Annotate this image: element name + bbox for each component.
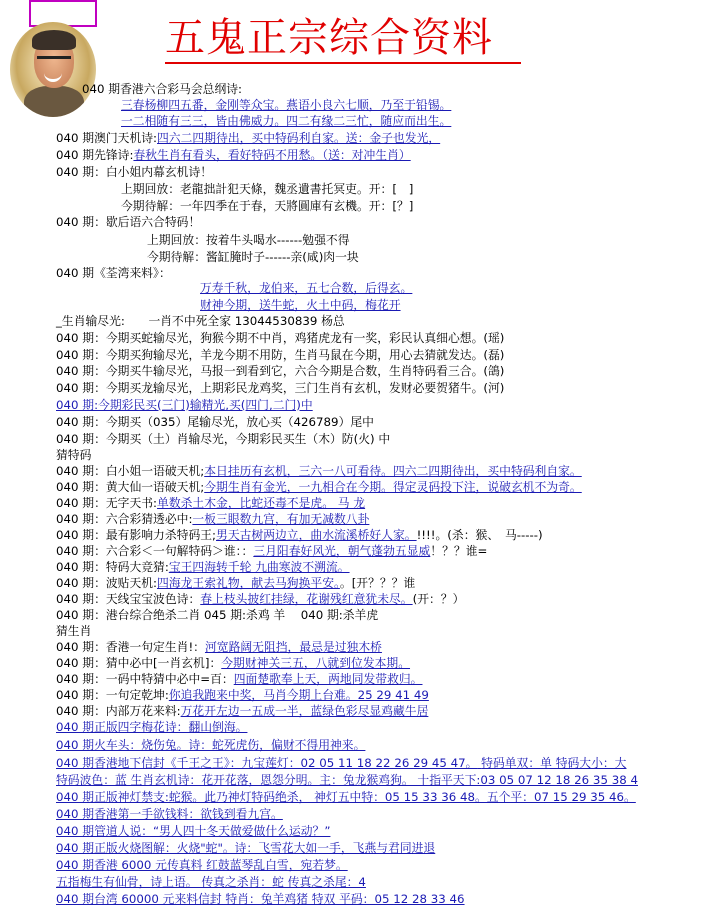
link-line[interactable]: 040 期:今期彩民买(三门)输精光,买(四门,二门)中 — [56, 398, 313, 412]
text-line: 040 期澳门天机诗:四六二四期待出，买中特码利自家。送：金子也发光， — [56, 131, 441, 145]
text-line: 040 期：内部万花来料:万花开左边一五成一半，蓝绿色彩尽显鸡藏牛居 — [56, 704, 429, 718]
text-line: 上期回放：老龍拙計犯天條，魏丞遺書托冥吏。开：[ ] — [121, 182, 414, 196]
link-line[interactable]: 040 期管道人说：“男人四十冬天做爱做什么运动？” — [56, 824, 331, 838]
link-line[interactable]: 040 期台湾 60000 元来料信封 特肖：兔羊鸡猪 特双 平码：05 12 28 33 46 — [56, 892, 465, 906]
text-line: 040 期：一码中特猜中必中=百：四面楚歌奉上天，两地同发带救归。 — [56, 672, 423, 686]
text-line: 040 期：特码大竞猜:宝王四海转千轮 九曲寒波不溯流。 — [56, 560, 350, 574]
text-line: 040 期《荃湾来料》： — [56, 266, 171, 280]
poem-line: 三春杨柳四五番，金刚等众宝。燕语小良六七顺，乃至于铅锡。 — [121, 98, 452, 112]
text-line: 040 期：波贴天机:四海龙王索礼物，献去马狗换平安。。[开？？？谁 — [56, 576, 416, 590]
poem-line: 财神今期，送牛蛇，火土中码，梅花开 — [200, 298, 401, 312]
title-underline — [165, 62, 521, 64]
text-line: 今期待解：一年四季在于春，天將圓庫有玄機。开：[？] — [121, 199, 414, 213]
link-line[interactable]: 040 期香港 6000 元传真料 红鼓蓝琴乱白雪，宛若梦。 — [56, 858, 348, 872]
link-line[interactable]: 040 期香港第一手欲钱料：欲钱到看九宫。 — [56, 807, 283, 821]
text-line: 040 期：无字天书:单数杀土木金，比蛇还毒不是虎。 马 龙 — [56, 496, 366, 510]
text-line: 040 期：今期买龙输尽光，上期彩民龙鸡奖，三门生肖有玄机，发财必要贺猪牛。(河) — [56, 381, 505, 395]
text-line: 040 期：歇后语六合特码！ — [56, 215, 201, 229]
link-line[interactable]: 040 期香港地下信封《千王之王》：九宝莲灯：02 05 11 18 22 26 29 45 47。 特码单双：单 特码大小：大 — [56, 756, 627, 770]
text-line: 040 期：今期买蛇输尽光，狗猴今期不中肖，鸡猪虎龙有一奖，彩民认真细心想。(瑶) — [56, 331, 505, 345]
text-line: 上期回放：按着牛头喝水------勉强不得 — [147, 233, 350, 247]
link-line[interactable]: 040 期火车头：烧伤兔。诗：蛇死虎伤，偏财不得用神来。 — [56, 738, 366, 752]
link-line[interactable]: 特码波色：蓝 生肖玄机诗：花开花落，恩怨分明。主：兔龙猴鸡狗。 十指平天下:03 05 07 12 18 26 35 38 4 — [56, 773, 638, 787]
section-heading: 猜特码 — [56, 448, 92, 462]
link-line[interactable]: 040 期正版神灯禁支:蛇猴。此乃神灯特码绝杀， 神灯五中特：05 15 33 36 48。五个平：07 15 29 35 46。 — [56, 790, 636, 804]
link-line[interactable]: 040 期正版四字梅花诗：翻山倒海。 — [56, 720, 248, 734]
text-line: 040 期：今期买牛输尽光，马报一到看到它，六合今期是合数，生肖特码看三合。(鴿) — [56, 364, 505, 378]
text-line: 040 期先锋诗:春秋生肖有看头，看好特码不用愁。（送：对冲生肖） — [56, 148, 411, 162]
poem-line: 万寿千秋，龙伯来，五七合数，后得玄。 — [200, 281, 413, 295]
text-line: 040 期：猜中必中[一肖玄机]：今期财神关三五，八就到位发本期。 — [56, 656, 411, 670]
text-line: _生肖输尽光: 一肖不中死全家 13044530839 杨总 — [56, 314, 345, 328]
text-line: 040 期：白小姐一语破天机;本日挂历有玄机，三六一八可看待。四六二四期待出，买中特码利自家。 — [56, 464, 582, 478]
text-line: 040 期：香港一句定生肖!：河宽路阔无阻挡，最忌是过独木桥 — [56, 640, 382, 654]
poem-line: 一二相随有三三，皆由佛威力。四二有缘二三忙，随应而出生。 — [121, 114, 452, 128]
text-line: 今期待解：酱缸腌时子------亲(咸)肉一块 — [147, 250, 359, 264]
section-heading: 猜生肖 — [56, 624, 92, 638]
text-line: 040 期：黄大仙一语破天机;今期生肖有金光，一九相合在今期。得定灵码投下注，说破玄机不为奇。 — [56, 480, 582, 494]
link-line[interactable]: 040 期正版火烧图解：火烧"蛇"。诗：飞雪花大如一手，飞燕与君同进退 — [56, 841, 436, 855]
text-line: 040 期：白小姐内幕玄机诗！ — [56, 165, 213, 179]
avatar — [10, 22, 96, 117]
text-line: 040 期：今期买狗输尽光，羊龙今期不用防，生肖马鼠在今期，用心去猜就发达。(磊) — [56, 348, 505, 362]
link-line[interactable]: 五指梅生有仙骨，诗上语。 传真之杀肖：蛇 传真之杀尾：4 — [56, 875, 366, 889]
text-line: 040 期：天线宝宝波色诗：春上枝头披红挂绿，花谢残红意犹未尽。(开：？） — [56, 592, 465, 606]
page-title: 五鬼正宗综合资料 — [165, 15, 493, 61]
text-line: 040 期：港台综合绝杀二肖 045 期:杀鸡 羊 040 期:杀羊虎 — [56, 608, 379, 622]
text-line: 040 期：今期买（土）肖输尽光，今期彩民买生（木）防(火) 中 — [56, 432, 391, 446]
text-line: 040 期：六合彩猜透必中:一板三眼数九宫，有加无减数八卦 — [56, 512, 370, 526]
text-line: 040 期：六合彩＜一句解特码＞谁：：三月阳春好风光，朝气蓬勃五显威！？？谁= — [56, 544, 488, 558]
text-line: 040 期：一句定乾坤:你追我跑来中奖，马肖今期上台难。25 29 41 49 — [56, 688, 429, 702]
text-line: 040 期：今期买（035）尾输尽光，放心买（426789）尾中 — [56, 415, 374, 429]
text-line: 040 期香港六合彩马会总纲诗: — [82, 82, 243, 96]
text-line: 040 期：最有影响力杀特码王;男天古树两边立，曲水流溪桥好人家。!!!!。(杀：猴、 马-----) — [56, 528, 543, 542]
